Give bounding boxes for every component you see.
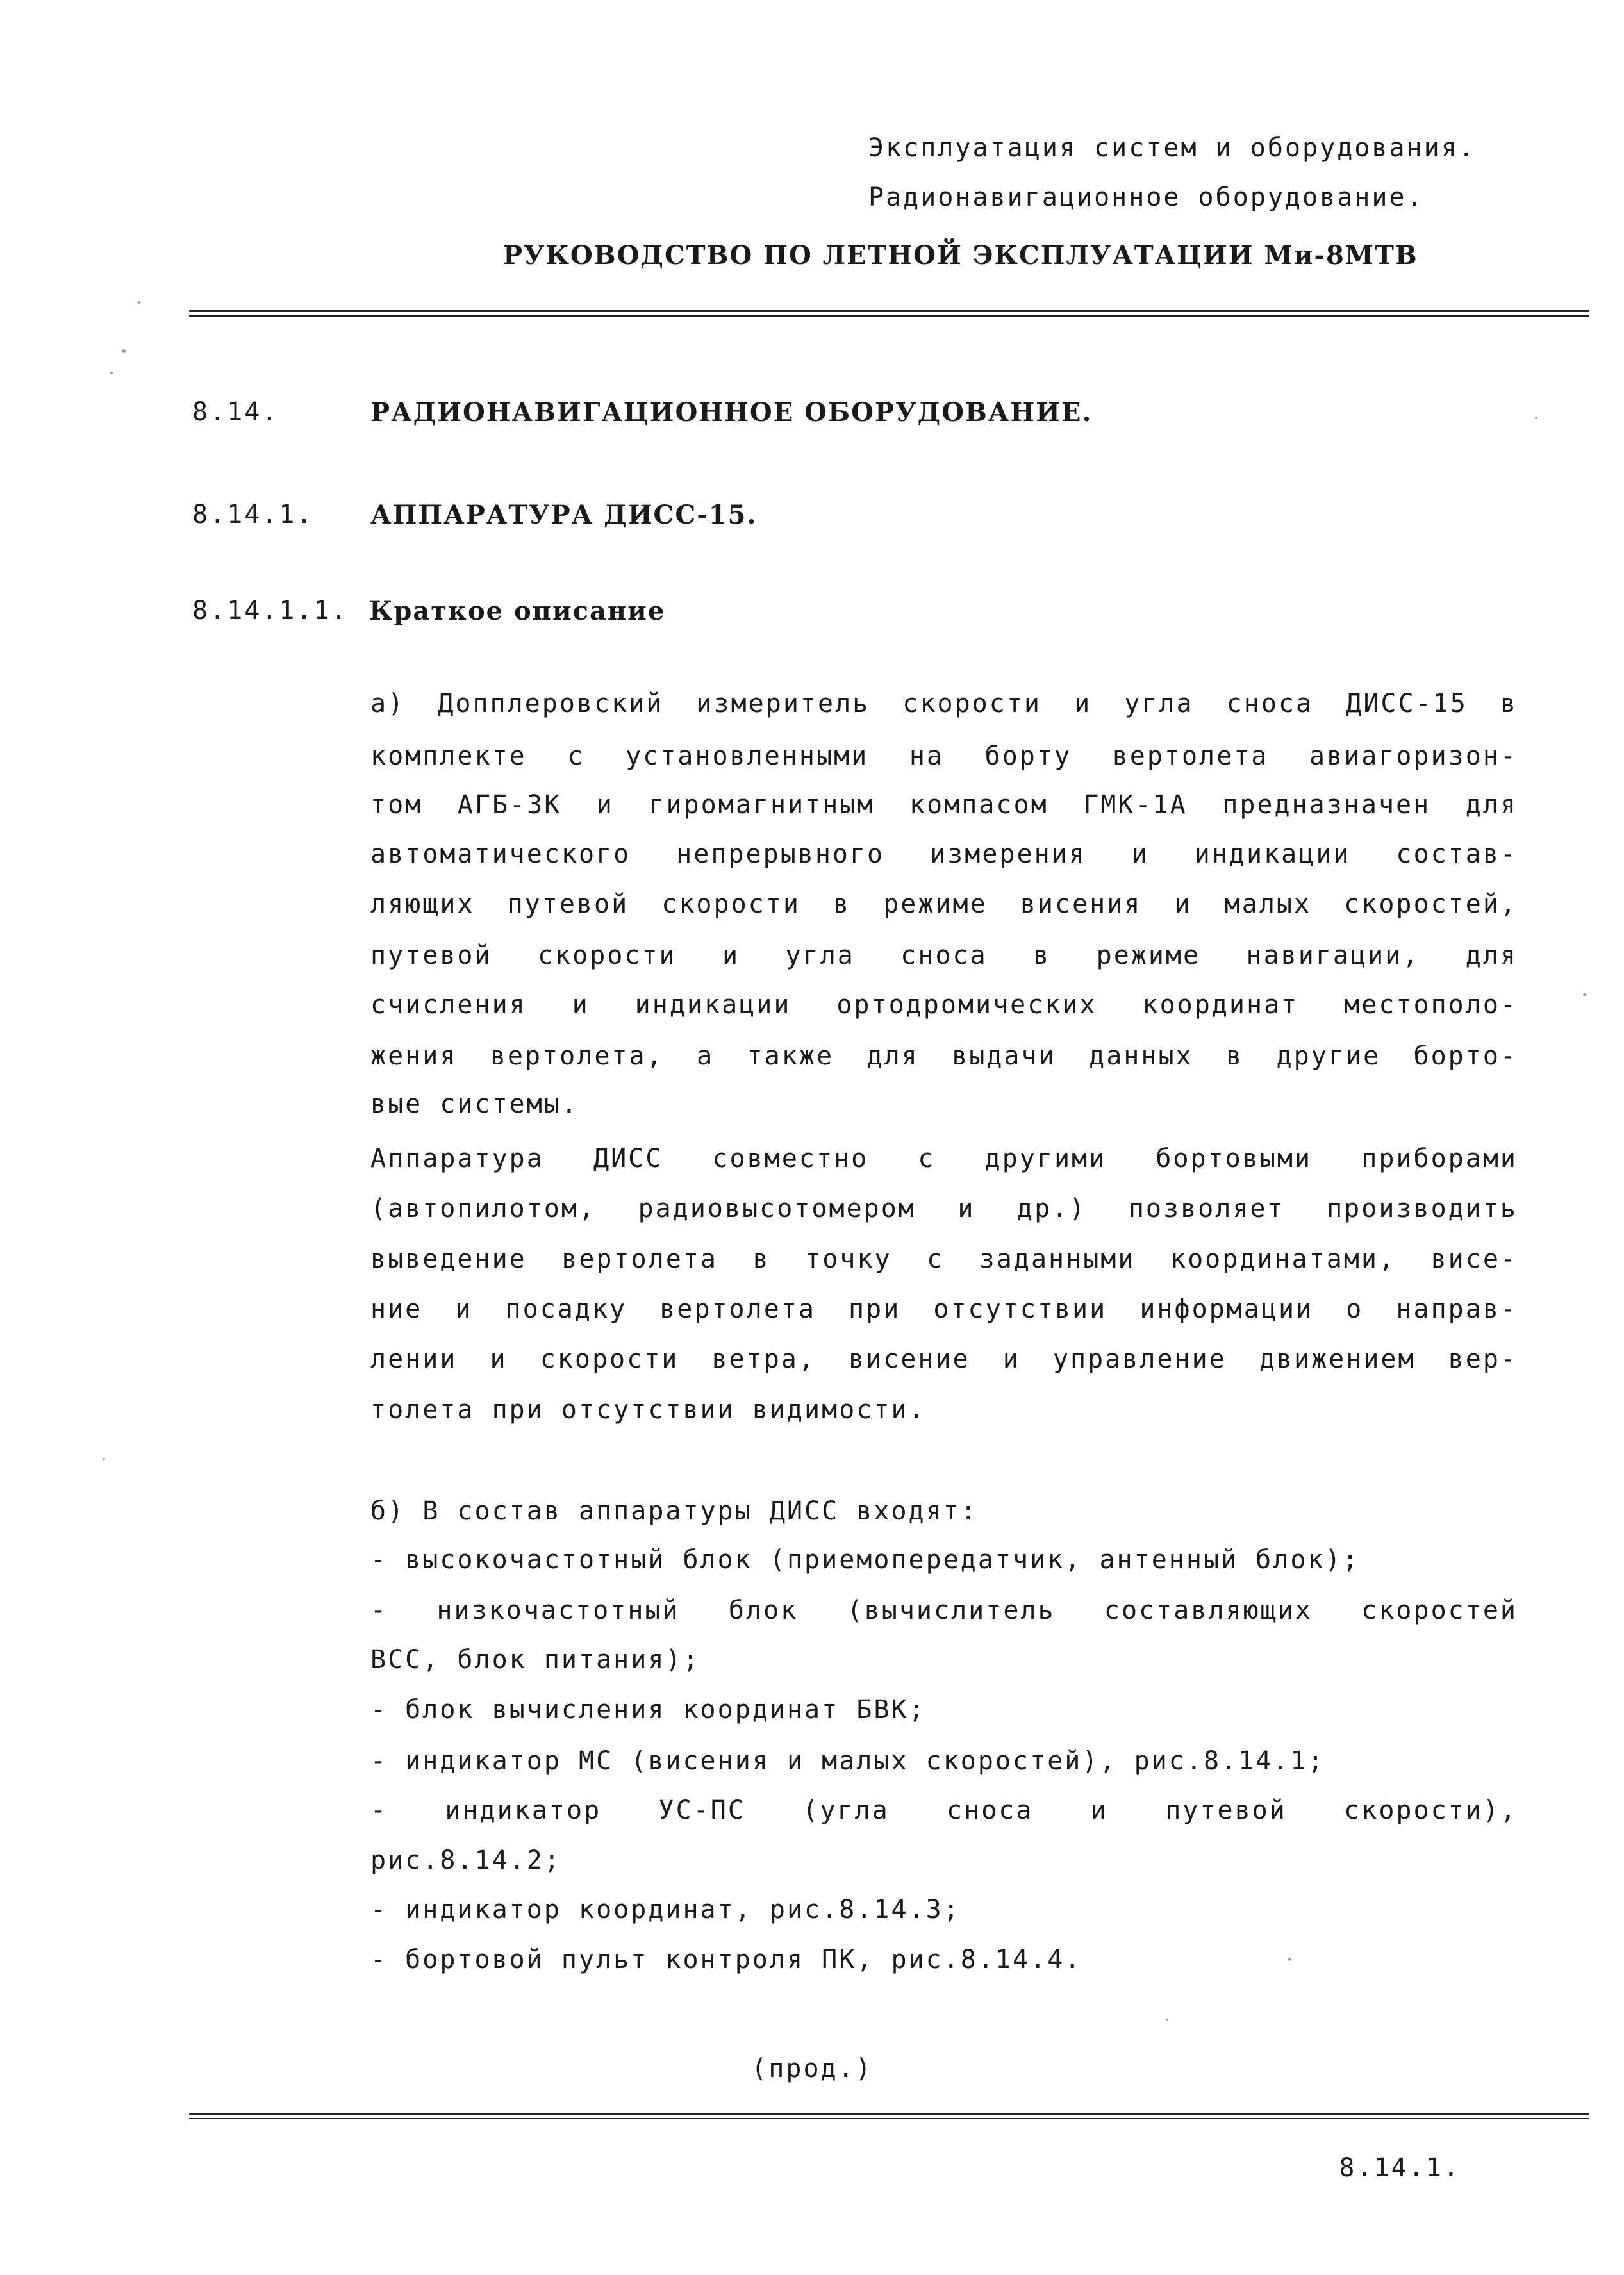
text-line: (автопилотом, радиовысотомером и др.) позволяет производить [370,1194,1518,1223]
text-line: автоматического непрерывного измерения и индикации состав- [370,840,1518,869]
scan-speck [1166,2019,1168,2021]
list-item: - высокочастотный блок (приемопередатчик, антенный блок); [370,1545,1360,1575]
text-line: путевой скорости и угла сноса в режиме навигации, для [370,941,1518,970]
list-item: - индикатор МС (висения и малых скоростей), рис.8.14.1; [370,1746,1325,1776]
text-line: Аппаратура ДИСС совместно с другими бортовыми приборами [370,1144,1518,1173]
list-item: - индикатор УС-ПС (угла сноса и путевой скорости), [370,1796,1518,1825]
text-line: толета при отсутствии видимости. [370,1395,926,1425]
text-line: счисления и индикации ортодромических координат местополо- [370,990,1518,1020]
list-item-continuation: ВСС, блок питания); [370,1645,700,1675]
list-item-continuation: рис.8.14.2; [370,1846,561,1875]
scan-speck [110,372,113,374]
section-number: 8.14.1. [192,500,314,529]
page-number: 8.14.1. [1339,2153,1461,2183]
section-title: АППАРАТУРА ДИСС-15. [370,500,758,530]
scan-speck [122,349,126,353]
list-item: - низкочастотный блок (вычислитель составляющих скоростей [370,1596,1518,1625]
text-line: жения вертолета, а также для выдачи данных в другие борто- [370,1041,1518,1071]
text-line: ние и посадку вертолета при отсутствии информации о направ- [370,1295,1518,1324]
scan-speck [1288,1958,1291,1961]
scan-speck [1583,993,1586,996]
list-item: - блок вычисления координат БВК; [370,1695,926,1725]
text-line: а) Допплеровский измеритель скорости и угла сноса ДИСС-15 в [370,689,1518,718]
section-number: 8.14.1.1. [192,596,349,625]
text-line: б) В состав аппаратуры ДИСС входят: [370,1496,978,1526]
header-manual-title: РУКОВОДСТВО ПО ЛЕТНОЙ ЭКСПЛУАТАЦИИ Ми-8МТВ [503,240,1418,270]
list-item: - индикатор координат, рис.8.14.3; [370,1895,961,1924]
footer-divider [189,2113,1589,2119]
list-item: - бортовой пульт контроля ПК, рис.8.14.4. [370,1945,1082,1974]
section-number: 8.14. [192,397,279,427]
continued-note: (прод.) [751,2054,873,2083]
section-title: Краткое описание [369,596,666,626]
text-line: ляющих путевой скорости в режиме висения и малых скоростей, [370,889,1518,919]
scan-speck [138,301,140,304]
text-line: том АГБ-3К и гиромагнитным компасом ГМК-1А предназначен для [370,790,1518,820]
text-line: комплекте с установленными на борту вертолета авиагоризон- [370,741,1518,771]
scan-speck [1535,417,1537,419]
header-subchapter: Радионавигационное оборудование. [868,183,1424,212]
header-divider [189,310,1589,317]
scan-speck [103,1458,105,1460]
text-line: выведение вертолета в точку с заданными координатами, висе- [370,1245,1518,1274]
text-line: лении и скорости ветра, висение и управление движением вер- [370,1344,1518,1374]
text-line: вые системы. [370,1089,579,1119]
header-chapter: Эксплуатация систем и оборудования. [868,133,1476,163]
section-title: РАДИОНАВИГАЦИОННОЕ ОБОРУДОВАНИЕ. [370,397,1093,427]
